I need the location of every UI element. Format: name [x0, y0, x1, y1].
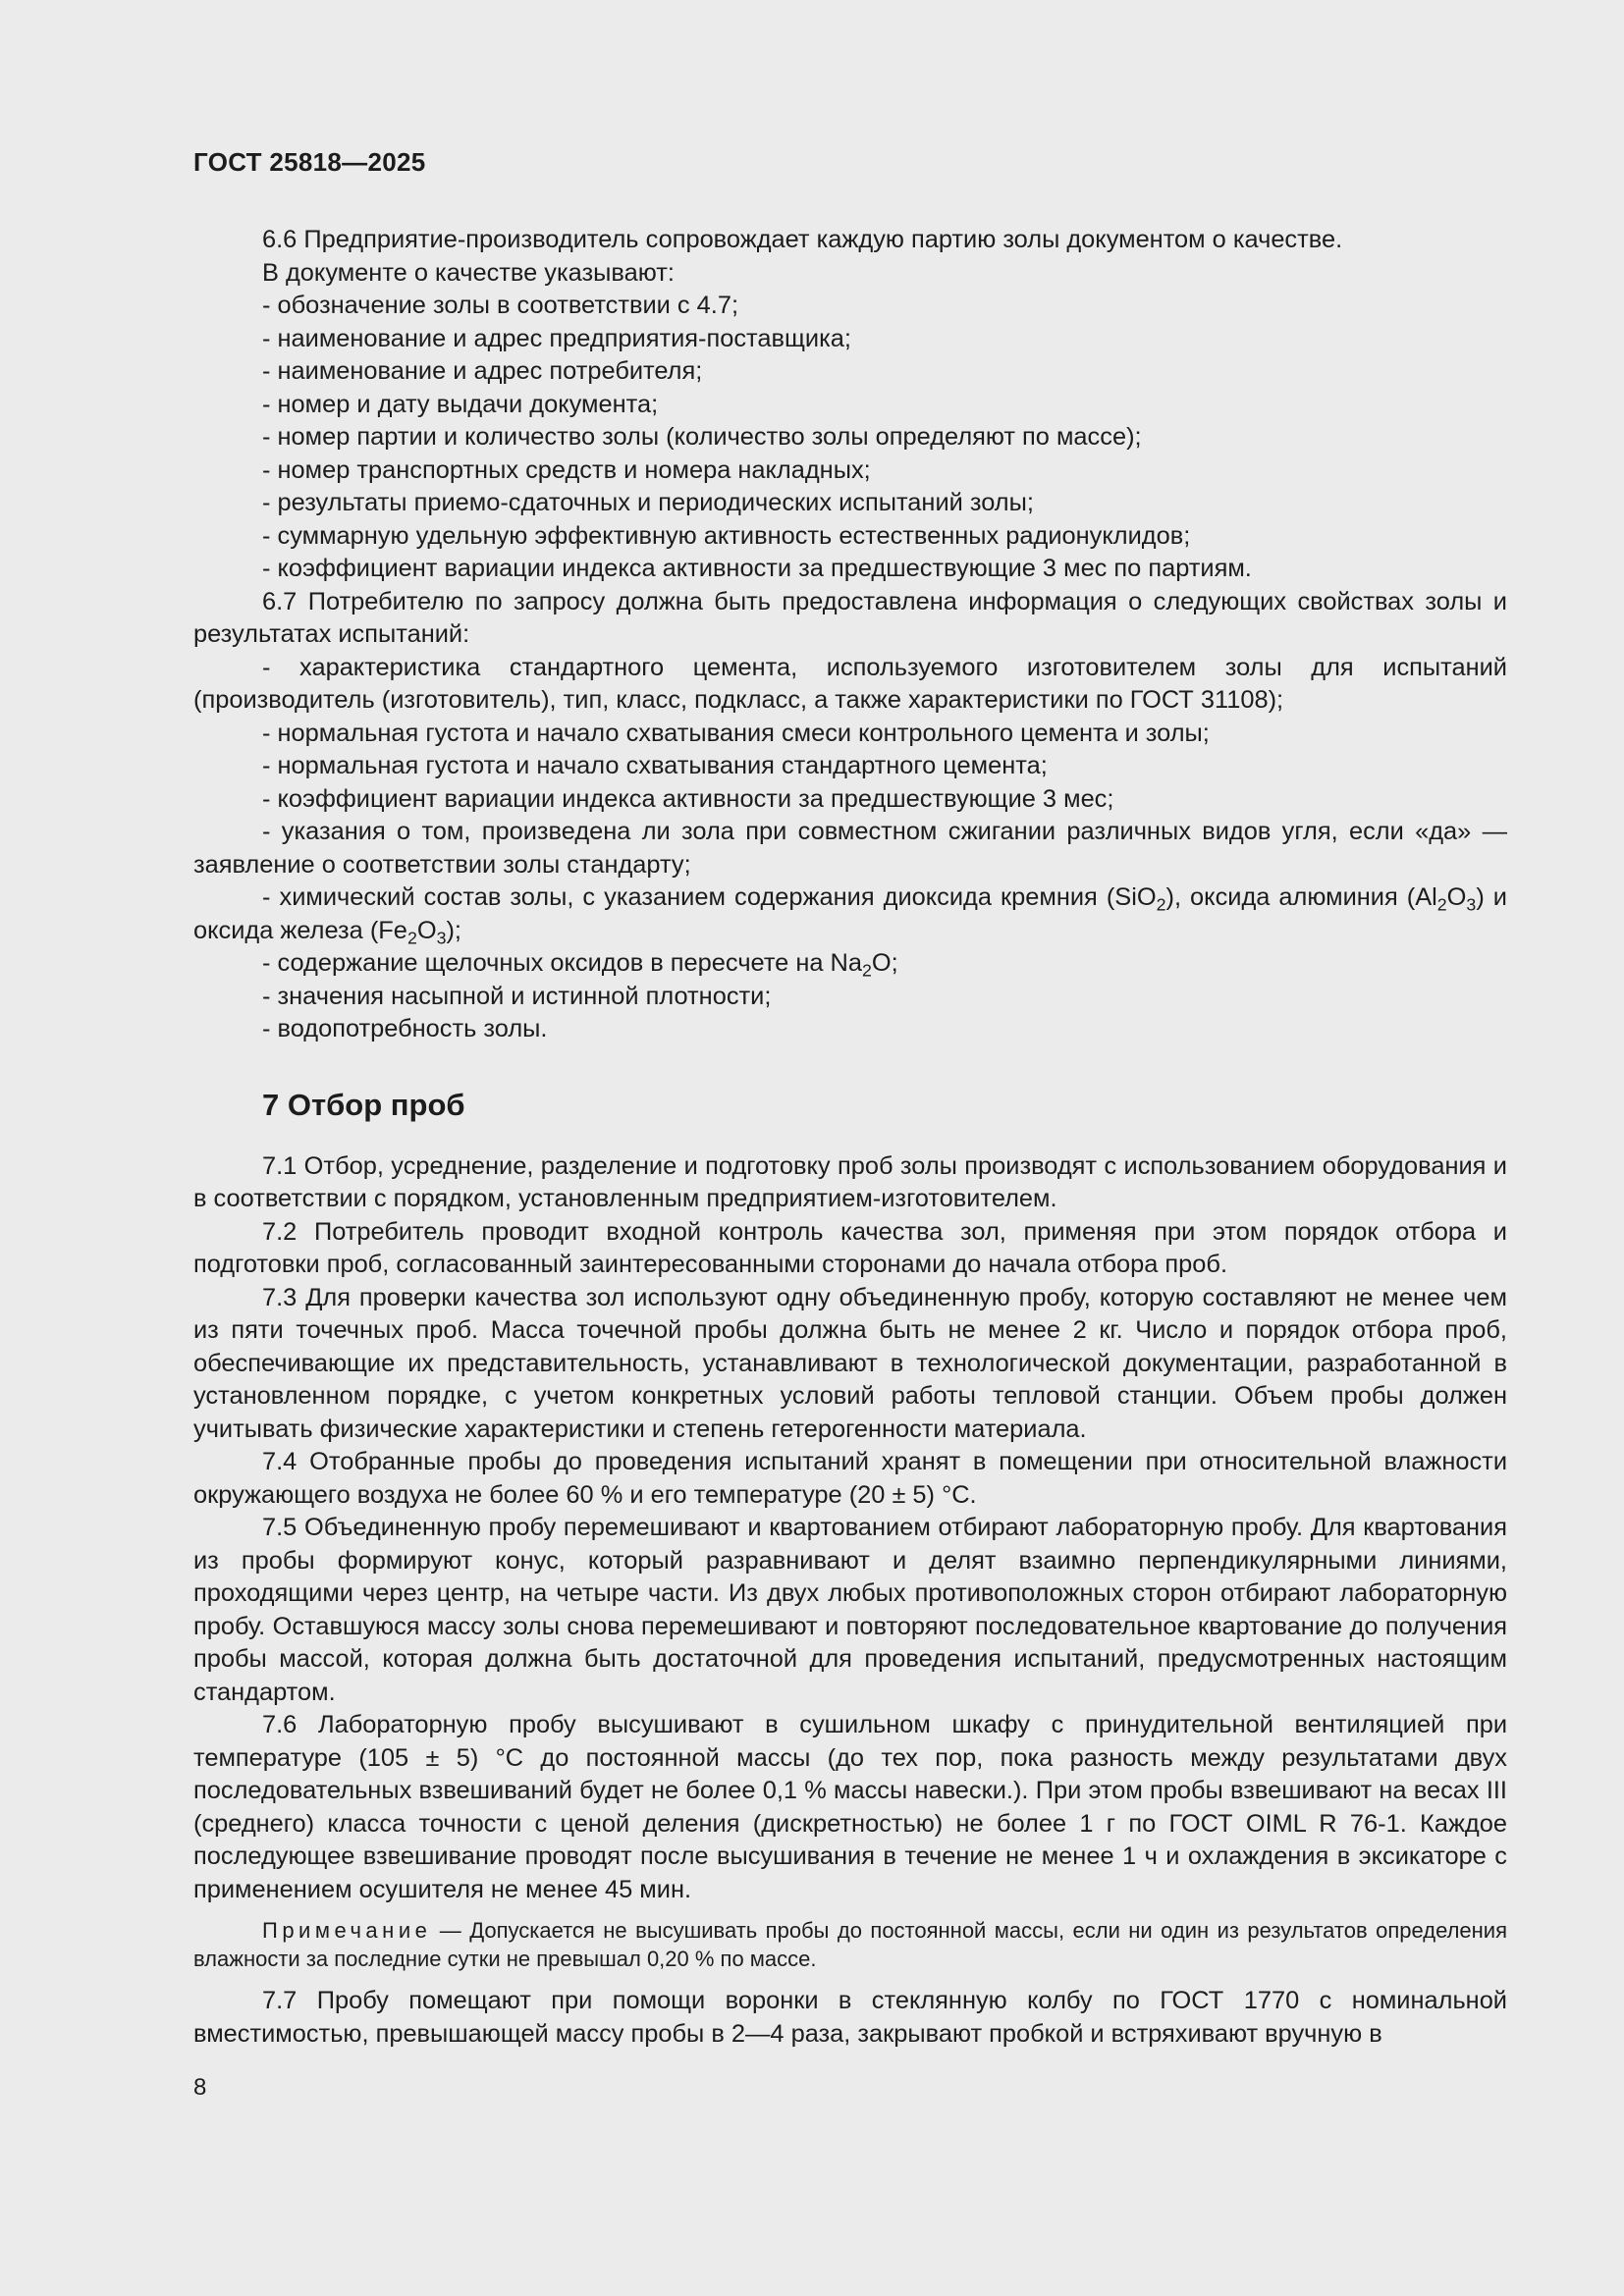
note-label: Примечание	[262, 1918, 432, 1943]
paragraph-7-1: 7.1 Отбор, усреднение, разделение и подготовку проб золы производят с использованием оборудования и в соответствии с порядком, установленным предприятием-изготовителем.	[193, 1151, 1507, 1212]
list-item: - номер и дату выдачи документа;	[262, 390, 659, 418]
list-item: - наименование и адрес потребителя;	[262, 357, 703, 385]
document-body	[193, 224, 1507, 2051]
list-item: - характеристика стандартного цемента, используемого изготовителем золы для испытаний (производитель (изготовитель), тип, класс, подкласс, а также характеристики по ГОСТ 31108);	[193, 653, 1507, 714]
paragraph-7-3: 7.3 Для проверки качества зол используют одну объединенную пробу, которую составляют не менее чем из пяти точечных проб. Масса точечной пробы должна быть не менее 2 кг. Число и порядок отбора проб, обеспечивающие их представительность, устанавливают в технологической документации, разработанной в установленном порядке, с учетом конкретных условий работы тепловой станции. Объем пробы должен учитывать физические характеристики и степень гетерогенности материала.	[193, 1283, 1507, 1443]
paragraph-7-5: 7.5 Объединенную пробу перемешивают и квартованием отбирают лабораторную пробу. Для квартования из пробы формируют конус, который разравнивают и делят взаимно перпендикулярными линиями, проходящими через центр, на четыре части. Из двух любых противоположных сторон отбирают лабораторную пробу. Оставшуюся массу золы снова перемешивают и повторяют последовательное квартование до получения пробы массой, которая должна быть достаточной для проведения испытаний, предусмотренных настоящим стандартом.	[193, 1514, 1507, 1706]
document-header-title: ГОСТ 25818—2025	[193, 147, 426, 177]
page-number: 8	[193, 2074, 207, 2101]
paragraph-6-7: 6.7 Потребителю по запросу должна быть предоставлена информация о следующих свойствах золы и результатах испытаний:	[193, 587, 1507, 648]
list-item: - нормальная густота и начало схватывания стандартного цемента;	[262, 752, 1048, 779]
list-item: - коэффициент вариации индекса активности за предшествующие 3 мес;	[262, 784, 1114, 813]
paragraph-7-4: 7.4 Отобранные пробы до проведения испытаний хранят в помещении при относительной влажности окружающего воздуха не более 60 % и его температуре (20 ± 5) °С.	[193, 1448, 1507, 1509]
list-item-alkali-oxides: - содержание щелочных оксидов в пересчете на $Na_2O$;	[262, 949, 898, 981]
list-item: - обозначение золы в соответствии с 4.7;	[262, 292, 738, 319]
list-item-chemical-composition: - химический состав золы, с указанием содержания диоксида кремния (SiO$_2$), оксида алюминия $(Al_2O_3)$ и оксида железа $(Fe_2O_3)$;	[193, 883, 1507, 947]
list-item: - коэффициент вариации индекса активности за предшествующие 3 мес по партиям.	[262, 555, 1252, 582]
paragraph-7-7: 7.7 Пробу помещают при помощи воронки в стеклянную колбу по ГОСТ 1770 с номинальной вместимостью, превышающей массу пробы в 2—4 раза, закрывают пробкой и встряхивают вручную в	[193, 1987, 1507, 2048]
list-item: - водопотребность золы.	[262, 1015, 548, 1042]
paragraph-7-6: 7.6 Лабораторную пробу высушивают в сушильном шкафу с принудительной вентиляцией при температуре (105 ± 5) °С до постоянной массы (до тех пор, пока разность между результатами двух последовательных взвешиваний будет не более 0,1 % массы навески.). При этом пробы взвешивают на весах III (среднего) класса точности с ценой деления (дискретностью) не более 1 г по ГОСТ OIML R 76-1. Каждое последующее взвешивание проводят после высушивания в течение не менее 1 ч и охлаждения в эксикаторе с применением осушителя не менее 45 мин.	[193, 1711, 1507, 1903]
list-item: - результаты приемо-сдаточных и периодических испытаний золы;	[262, 489, 1034, 516]
list-item: - номер транспортных средств и номера накладных;	[262, 455, 871, 484]
paragraph-6-6: 6.6 Предприятие-производитель сопровождает каждую партию золы документом о качестве.	[262, 226, 1343, 253]
note	[193, 1916, 1507, 1973]
list-item: - указания о том, произведена ли зола при совместном сжигании различных видов угля, если «да» — заявление о соответствии золы стандарту;	[193, 818, 1507, 879]
list-item: - значения насыпной и истинной плотности;	[262, 982, 772, 1010]
list-item: - суммарную удельную эффективную активность естественных радионуклидов;	[262, 521, 1191, 550]
section-7-heading: 7 Отбор проб	[262, 1087, 465, 1122]
list-item: - нормальная густота и начало схватывания смеси контрольного цемента и золы;	[262, 719, 1210, 747]
paragraph-intro: В документе о качестве указывают:	[262, 258, 675, 287]
note-text: — Допускается не высушивать пробы до постоянной массы, если ни один из результатов определения влажности за последние сутки не превышал 0,20 % по массе.	[193, 1918, 1507, 1971]
list-item: - номер партии и количество золы (количество золы определяют по массе);	[262, 423, 1142, 451]
list-item: - наименование и адрес предприятия-поставщика;	[262, 324, 851, 352]
paragraph-7-2: 7.2 Потребитель проводит входной контроль качества зол, применяя при этом порядок отбора и подготовки проб, согласованный заинтересованными сторонами до начала отбора проб.	[193, 1217, 1507, 1278]
